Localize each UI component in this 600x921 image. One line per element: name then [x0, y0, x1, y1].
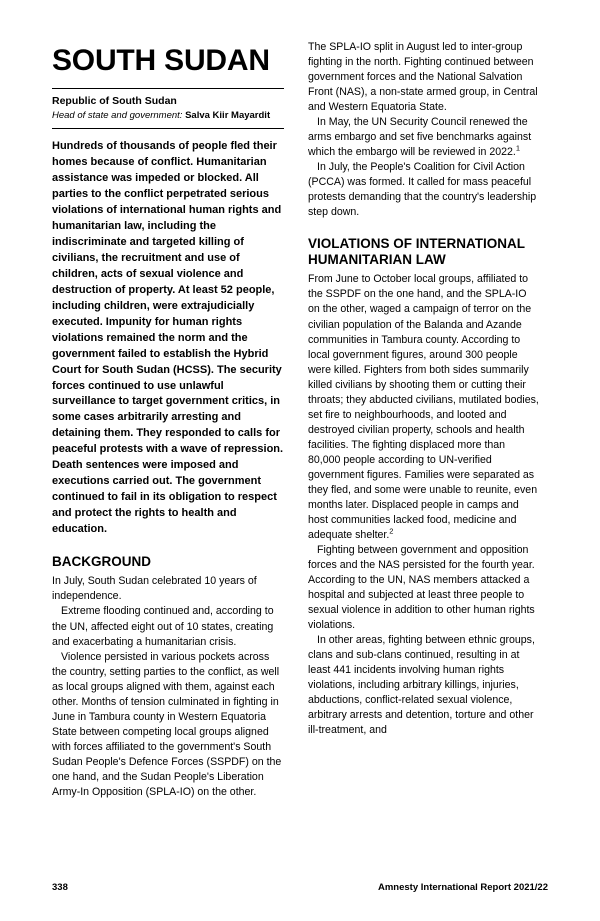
head-of-state-line — [52, 110, 284, 122]
section-heading-background: BACKGROUND — [52, 553, 151, 569]
ihl-paragraph-1 — [308, 272, 540, 543]
page-title: SOUTH SUDAN — [52, 44, 270, 77]
page-footer — [52, 882, 548, 893]
ihl-paragraph-1-text: From June to October local groups, affiliated to the SSPDF on the one hand, and the SPLA-IO on the other, waged a campaign of terror on the civilian population of the Balanda and Azande communities in Tambura county. According to local government figures, around 300 people were killed. Fighters from both sides summarily killed civilians by shooting them or cutting their throats; they abducted civilians, mutilated bodies, set fire to neighbourhoods, and looted and destroyed civilian property, schools and health facilities. The fighting displaced more than 80,000 people according to UN-verified government figures. Families were separated as they fled, and some were unable to reunite, even months later. Displaced people in camps and host communities lacked food, medicine and adequate shelter. — [308, 273, 539, 541]
section-heading-ihl: VIOLATIONS OF INTERNATIONAL HUMANITARIAN LAW — [308, 236, 525, 267]
background-paragraph-5 — [308, 115, 540, 160]
ihl-paragraph-2: Fighting between government and opposition forces and the NAS persisted for the fourth year. According to the UN, NAS members attacked a hospital and subjected at least three people to sexual violence in addition to other human rights violations. — [308, 543, 535, 632]
publication-title: Amnesty International Report 2021/22 — [378, 882, 548, 893]
summary-paragraph: Hundreds of thousands of people fled their homes because of conflict. Humanitarian assistance was impeded or blocked. All parties to the conflict perpetrated serious violations of international human rights and humanitarian law, including the indiscriminate and targeted killing of civilians, the recruitment and use of children, acts of sexual violence and destruction of property. At least 52 people, including children, were extrajudicially executed. Impunity for human rights violations remained the norm and the government failed to establish the Hybrid Court for South Sudan (HCSS). The security forces continued to use unlawful surveillance to target government critics, in some cases arbitrarily arresting and detaining them. They responded to calls for peaceful protests with a wave of repression. Death sentences were imposed and executions carried out. The government continued to fail in its obligation to respect and protect the rights to health and education. — [52, 140, 284, 535]
footnote-marker-2: 2 — [389, 526, 394, 536]
right-column — [308, 40, 540, 738]
footnote-marker-1: 1 — [515, 143, 521, 153]
background-paragraph-1: In July, South Sudan celebrated 10 years of independence. — [52, 575, 257, 603]
head-of-state-label: Head of state and government: — [52, 110, 186, 122]
background-paragraph-3: Violence persisted in various pockets across the country, setting parties to the conflict, as well as local groups aligned with them, against each other. Months of tension culminated in fighting in June in Tambura county in Western Equatoria State between competing local groups aligned with forces affiliated to the government's South Sudan People's Defence Forces (SSPDF) on the one hand, and the Sudan People's Liberation Army-In Opposition (SPLA-IO) on the other. — [52, 650, 282, 798]
head-of-state-name: Salva Kiir Mayardit — [185, 110, 271, 122]
left-column — [52, 40, 284, 800]
official-country-name: Republic of South Sudan — [52, 95, 177, 107]
header-divider — [52, 128, 284, 129]
ihl-paragraph-3: In other areas, fighting between ethnic groups, clans and sub-clans continued, resulting in at least 441 incidents involving human rights violations, including arbitrary killings, injuries, abductions, conflict-related sexual violence, arbitrary arrests and detention, torture and other ill-treatment, and — [308, 634, 535, 737]
background-paragraph-4: The SPLA-IO split in August led to inter-group fighting in the north. Fighting continued between government forces and the National Salvation Front (NAS), a non-state armed group, in Central and Western Equatoria State. — [308, 41, 538, 114]
two-column-layout — [52, 40, 548, 800]
title-divider — [52, 88, 284, 89]
background-paragraph-2: Extreme flooding continued and, according to the UN, affected eight out of 10 states, creating and exacerbating a humanitarian crisis. — [52, 605, 274, 648]
background-paragraph-5-text: In May, the UN Security Council renewed the arms embargo and set five benchmarks against which the embargo will be reviewed in 2022. — [308, 116, 532, 159]
background-paragraph-6: In July, the People's Coalition for Civil Action (PCCA) was formed. It called for mass peaceful protests demanding that the country's leadership step down. — [308, 161, 537, 219]
page-number: 338 — [52, 882, 68, 893]
